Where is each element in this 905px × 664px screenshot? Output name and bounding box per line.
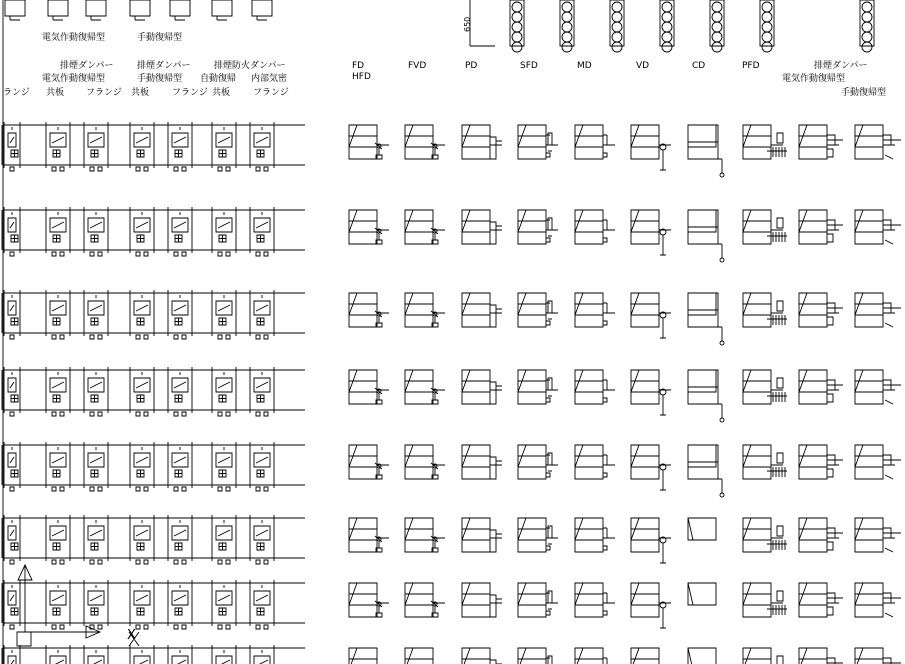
- header-auto-return: 自動復帰: [200, 74, 237, 84]
- header-smoke-damper-2: 排煙ダンパー: [137, 61, 191, 71]
- col-flange-3: フランジ: [253, 88, 289, 98]
- header-pd: PD: [465, 61, 478, 71]
- header-smoke-fire-damper: 排煙防火ダンパー: [214, 61, 286, 71]
- col-kyoban-2: 共板: [131, 88, 150, 98]
- damper-linework: [2, 0, 901, 664]
- header-hfd: HFD: [352, 72, 371, 82]
- header-right-manual-return: 手動復帰型: [841, 88, 887, 98]
- col-flange-1: フランジ: [86, 88, 122, 98]
- col-kyoban-3: 共板: [212, 88, 231, 98]
- header-electric-return: 電気作動復帰型: [42, 74, 106, 84]
- header-right-electric-return: 電気作動復帰型: [782, 74, 846, 84]
- ucs-x-label: X: [127, 628, 136, 643]
- header-pfd: PFD: [742, 61, 760, 71]
- header-fd: FD: [352, 61, 365, 71]
- top-manual-label: 手動復帰型: [137, 33, 183, 43]
- header-right-smoke-damper: 排煙ダンパー: [814, 61, 868, 71]
- header-internal-seal: 内部気密: [251, 74, 288, 84]
- header-cd: CD: [692, 61, 706, 71]
- header-md: MD: [577, 61, 592, 71]
- col-kyoban-1: 共板: [46, 88, 65, 98]
- header-vd: VD: [636, 61, 650, 71]
- dimension-650: 650: [463, 16, 472, 32]
- col-flange-2: フランジ: [172, 88, 208, 98]
- col-flange-partial: ランジ: [3, 88, 30, 98]
- header-sfd: SFD: [520, 61, 538, 71]
- header-manual-return: 手動復帰型: [137, 74, 183, 84]
- header-fvd: FVD: [408, 61, 427, 71]
- header-smoke-damper-1: 排煙ダンパー: [60, 61, 114, 71]
- top-electric-label: 電気作動復帰型: [42, 33, 106, 43]
